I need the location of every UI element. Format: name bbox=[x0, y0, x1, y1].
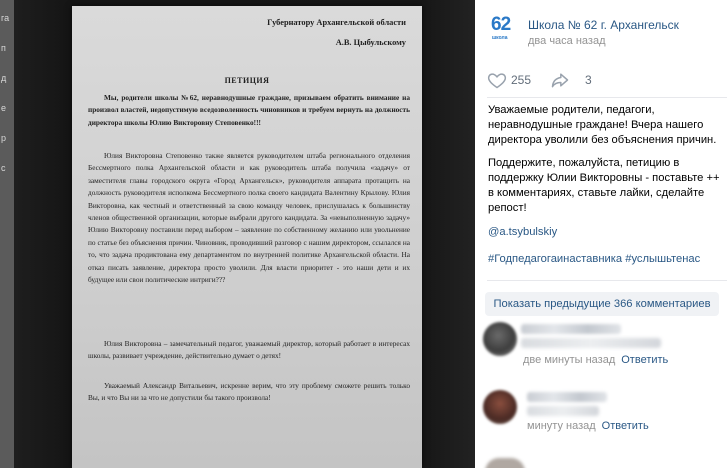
edge-letter: га bbox=[1, 13, 10, 23]
divider bbox=[487, 280, 727, 281]
reply-link[interactable]: Ответить bbox=[621, 354, 669, 366]
post-header bbox=[489, 14, 719, 50]
petition-document-photo bbox=[72, 6, 422, 468]
edge-letter: д bbox=[1, 73, 7, 83]
heart-icon[interactable] bbox=[487, 70, 507, 90]
likes-count[interactable]: 255 bbox=[511, 73, 532, 87]
edge-letter: р bbox=[1, 133, 7, 143]
edge-letter: с bbox=[1, 163, 6, 173]
divider bbox=[487, 97, 727, 98]
show-previous-comments-button[interactable]: Показать предыдущие 366 комментариев bbox=[485, 292, 719, 316]
comment-meta bbox=[527, 420, 649, 432]
edge-letter: е bbox=[1, 103, 7, 113]
petition-addressee-name: А.В. Цыбульскому bbox=[335, 38, 406, 47]
post-paragraph: Уважаемые родители, педагоги, неравнодушные граждане! Вчера нашего директора уволили без объяснения причин. bbox=[488, 104, 717, 146]
reply-link[interactable]: Ответить bbox=[601, 420, 649, 432]
comment-meta bbox=[523, 354, 668, 366]
post-timestamp[interactable]: два часа назад bbox=[528, 35, 606, 47]
hashtag-links[interactable]: #Годпедагогаинаставника #услышьтенас bbox=[488, 253, 701, 265]
logo-number: 62 bbox=[491, 14, 511, 35]
edge-letter: п bbox=[1, 43, 6, 53]
shares-count[interactable]: 3 bbox=[585, 73, 592, 87]
post-side-panel bbox=[475, 0, 727, 468]
comment-text-blurred bbox=[527, 406, 599, 416]
petition-paragraph: Мы, родители школы №62, неравнодушные граждане, призываем обратить внимание на произвол властей, недопустимую вседозволенность чиновников и требуем вернуть на должность директора школы Юлию Викторовну Степовенко!!! bbox=[88, 93, 410, 127]
post-paragraph: Поддержите, пожалуйста, петицию в поддержку Юлии Викторовны - поставьте ++ в комментариях, ставьте лайки, сделайте репост! bbox=[488, 157, 720, 214]
commenter-avatar[interactable] bbox=[483, 390, 517, 424]
petition-paragraph: Юлия Викторовна – замечательный педагог, уважаемый директор, который работает в интересах школы, развивает учреждение, действительно думает о детях! bbox=[88, 339, 410, 361]
background-page-edge bbox=[0, 0, 14, 468]
comment-time[interactable]: две минуты назад bbox=[523, 354, 616, 366]
group-avatar[interactable] bbox=[489, 14, 519, 44]
petition-paragraph: Юлия Викторовна Степовенко также является руководителем штаба регионального отделения Бессмертного полка Архангельской области и как руководитель штаба получила «задачу» от заместителя главы городского округа «Город Архангельск», руководителя аппарата протащить на должность руководителя исполкома Бессмертного полка своего кандидата Валентину Крылову. Юлия Викторовна, как честный и ответственный за свою команду человек, прислушалась к большинству членов общественной организации, которые выбрали другого кандидата. За «невыполненную задачу» Юлию Викторовну поставили перед выбором – заявление по собственному желанию или увольнение по статье без объяснения причин. Чиновник, проводивший разговор с нашим директором, ссылался на то, что задача продиктована ему департаментом по внутренней политике Архангельской области. На отказ писать заявление, директора просто уволили. Для власти приоритет - это наши дети и их будущее или свои политические интриги??? bbox=[88, 151, 410, 285]
petition-addressee: Губернатору Архангельской области bbox=[267, 18, 406, 27]
group-name-link[interactable]: Школа № 62 г. Архангельск bbox=[528, 18, 679, 32]
share-arrow-icon[interactable] bbox=[549, 70, 571, 90]
commenter-name-blurred bbox=[527, 392, 607, 402]
petition-paragraph: Уважаемый Александр Витальевич, искренне верим, что эту проблему сможете решить только Вы, и что Вы ни за что не допустили бы такого произвола! bbox=[88, 381, 410, 403]
commenter-avatar[interactable] bbox=[483, 322, 517, 356]
mention-link[interactable]: @a.tsybulskiy bbox=[488, 226, 558, 238]
commenter-avatar-partial bbox=[485, 458, 525, 468]
comment-time[interactable]: минуту назад bbox=[527, 420, 596, 432]
logo-caption: школа bbox=[492, 35, 508, 41]
comment-text-blurred bbox=[521, 338, 661, 348]
commenter-name-blurred bbox=[521, 324, 621, 334]
petition-title: ПЕТИЦИЯ bbox=[224, 76, 270, 85]
post-actions bbox=[487, 70, 717, 90]
post-photo-viewer[interactable] bbox=[14, 0, 475, 468]
